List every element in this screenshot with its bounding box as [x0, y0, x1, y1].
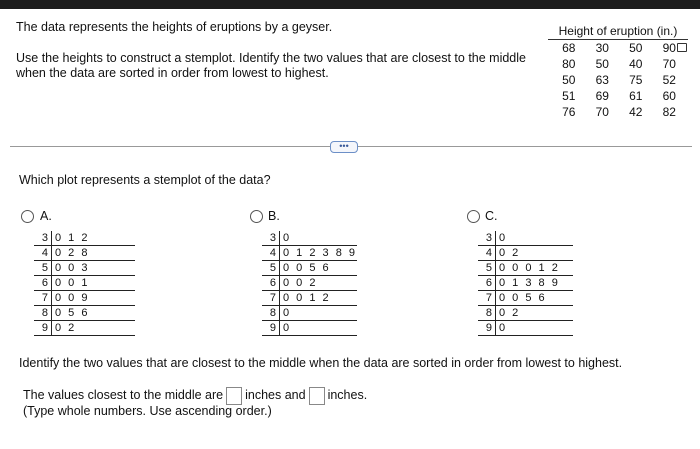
data-table-cell: 80 [562, 57, 576, 71]
stemplot-a [34, 231, 135, 336]
copy-data-icon[interactable] [677, 43, 687, 52]
stem-value: 3 [262, 231, 280, 246]
stemplot-row [34, 276, 135, 291]
data-table-cell: 50 [595, 57, 609, 71]
leaf-values: 0 0 3 [52, 261, 136, 276]
stem-value: 4 [478, 246, 496, 261]
data-table-row [552, 104, 686, 120]
stemplot-row [262, 246, 357, 261]
option-a-label[interactable]: A. [40, 209, 52, 223]
leaf-values: 0 0 1 2 [280, 291, 358, 306]
data-table-cell: 50 [629, 41, 643, 55]
option-a-radio[interactable] [21, 210, 34, 223]
stem-value: 8 [262, 306, 280, 321]
stemplot-row [478, 231, 573, 246]
stem-value: 4 [34, 246, 52, 261]
stem-value: 7 [34, 291, 52, 306]
stem-value: 9 [262, 321, 280, 336]
stemplot-row [262, 306, 357, 321]
stem-value: 6 [34, 276, 52, 291]
stem-value: 3 [478, 231, 496, 246]
answer-line [23, 386, 367, 405]
data-table-cell: 68 [562, 41, 576, 55]
stem-value: 8 [478, 306, 496, 321]
stem-value: 6 [262, 276, 280, 291]
stem-value: 5 [478, 261, 496, 276]
data-table-cell: 70 [662, 57, 676, 71]
answer-prefix: The values closest to the middle are [23, 388, 224, 402]
leaf-values: 0 0 0 1 2 [496, 261, 574, 276]
data-table-row [552, 56, 686, 72]
stemplot-row [34, 291, 135, 306]
leaf-values: 0 0 9 [52, 291, 136, 306]
data-table-cell: 50 [562, 73, 576, 87]
data-table-cell: 42 [629, 105, 643, 119]
leaf-values: 0 [280, 231, 358, 246]
leaf-values: 0 0 2 [280, 276, 358, 291]
stemplot-row [478, 261, 573, 276]
leaf-values: 0 5 6 [52, 306, 136, 321]
top-bar [0, 0, 700, 9]
stemplot-row [34, 261, 135, 276]
leaf-values: 0 0 5 6 [280, 261, 358, 276]
answer-input-1[interactable] [226, 387, 242, 405]
leaf-values: 0 2 [496, 246, 574, 261]
eruption-data-table [548, 24, 688, 120]
stemplot-row [262, 321, 357, 336]
data-table-cell: 51 [562, 89, 576, 103]
data-table-cell: 40 [629, 57, 643, 71]
stemplot-row [262, 276, 357, 291]
data-table-cell: 82 [662, 105, 676, 119]
data-table-row [552, 72, 686, 88]
stem-value: 9 [478, 321, 496, 336]
leaf-values: 0 2 [52, 321, 136, 336]
data-table-cell: 70 [595, 105, 609, 119]
stemplot-row [262, 231, 357, 246]
expand-button[interactable]: ••• [330, 141, 358, 153]
data-table-grid [552, 40, 686, 120]
stemplot-row [262, 291, 357, 306]
stem-value: 4 [262, 246, 280, 261]
question-instruction-line1: Use the heights to construct a stemplot. Identify the two values that are closest to the middle [16, 51, 526, 65]
part2-prompt: Identify the two values that are closest to the middle when the data are sorted in order from lowest to highest. [19, 356, 623, 370]
stemplot-row [34, 231, 135, 246]
data-table-cell: 61 [629, 89, 643, 103]
leaf-values: 0 0 5 6 [496, 291, 574, 306]
option-b-radio[interactable] [250, 210, 263, 223]
data-table-cell: 90 [662, 41, 676, 55]
option-b-label[interactable]: B. [268, 209, 280, 223]
data-table-cell: 52 [662, 73, 676, 87]
data-table-title: Height of eruption (in.) [548, 24, 688, 40]
data-table-cell: 69 [595, 89, 609, 103]
answer-input-2[interactable] [309, 387, 325, 405]
option-c-label[interactable]: C. [485, 209, 498, 223]
answer-suffix: inches. [327, 388, 368, 402]
leaf-values: 0 [496, 231, 574, 246]
leaf-values: 0 1 3 8 9 [496, 276, 574, 291]
stem-value: 8 [34, 306, 52, 321]
leaf-values: 0 [496, 321, 574, 336]
part1-prompt: Which plot represents a stemplot of the data? [19, 173, 271, 187]
stem-value: 5 [34, 261, 52, 276]
leaf-values: 0 1 2 3 8 9 [280, 246, 358, 261]
stemplot-row [34, 321, 135, 336]
stemplot-row [478, 321, 573, 336]
stemplot-row [478, 276, 573, 291]
data-table-cell: 60 [662, 89, 676, 103]
stemplot-row [478, 306, 573, 321]
data-table-row [552, 88, 686, 104]
leaf-values: 0 1 2 [52, 231, 136, 246]
stem-value: 9 [34, 321, 52, 336]
stemplot-row [478, 246, 573, 261]
question-instruction-line2: when the data are sorted in order from lowest to highest. [16, 66, 329, 80]
data-table-cell: 30 [595, 41, 609, 55]
option-c-radio[interactable] [467, 210, 480, 223]
stemplot-row [34, 246, 135, 261]
data-table-cell: 75 [629, 73, 643, 87]
stem-value: 5 [262, 261, 280, 276]
answer-hint: (Type whole numbers. Use ascending order.) [23, 404, 272, 418]
stemplot-b [262, 231, 357, 336]
leaf-values: 0 [280, 306, 358, 321]
answer-mid: inches and [245, 388, 306, 402]
leaf-values: 0 2 [496, 306, 574, 321]
stemplot-c [478, 231, 573, 336]
stemplot-row [262, 261, 357, 276]
data-table-row [552, 40, 686, 56]
question-intro: The data represents the heights of eruptions by a geyser. [16, 20, 333, 34]
stem-value: 7 [262, 291, 280, 306]
stemplot-row [478, 291, 573, 306]
leaf-values: 0 [280, 321, 358, 336]
data-table-cell: 76 [562, 105, 576, 119]
leaf-values: 0 2 8 [52, 246, 136, 261]
data-table-cell: 63 [595, 73, 609, 87]
stemplot-row [34, 306, 135, 321]
stem-value: 7 [478, 291, 496, 306]
stem-value: 3 [34, 231, 52, 246]
leaf-values: 0 0 1 [52, 276, 136, 291]
stem-value: 6 [478, 276, 496, 291]
